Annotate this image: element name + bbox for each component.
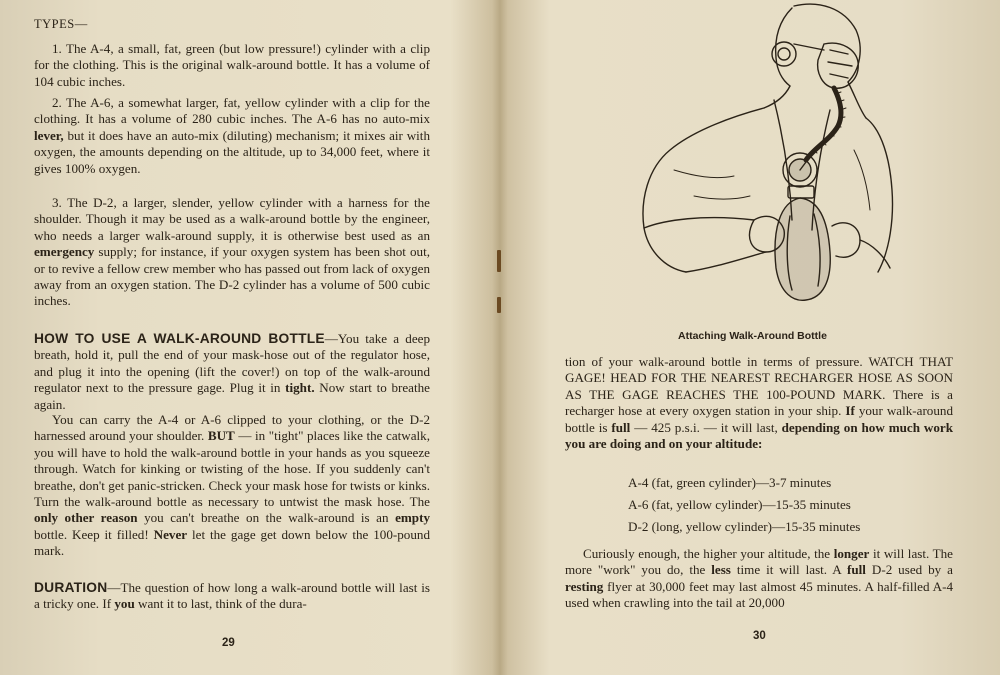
type-a4-paragraph: 1. The A-4, a small, fat, green (but low pressure!) cylinder with a clip for the clothing. This is the original walk-around bottle. It has a volume of 104 cubic inches. [34, 41, 430, 89]
how-to-use-heading: HOW TO USE A WALK-AROUND BOTTLE [34, 331, 325, 346]
list-item: D-2 (long, yellow cylinder)—15-35 minutes [628, 519, 861, 534]
staple-bottom [497, 297, 501, 313]
figure-caption: Attaching Walk-Around Bottle [678, 330, 827, 342]
type-d2-paragraph: 3. The D-2, a larger, slender, yellow cylinder with a harness for the shoulder. Though it may be used as a walk-around bottle by the engineer, who needs a larger walk-around supply, it is otherwise best used as an emergency supply; for instance, if your oxygen system has been shot out, or to revive a fellow crew member who has passed out from lack of oxygen away from an oxygen station. The D-2 cylinder has a volume of 500 cubic inches. [34, 195, 430, 309]
page-number-30: 30 [753, 630, 766, 642]
airman-illustration [634, 0, 896, 318]
how-to-use-paragraph: HOW TO USE A WALK-AROUND BOTTLE—You take a deep breath, hold it, pull the end of your mask-hose out of the regulator hose, and plug it into the opening (lift the cover!) on top of the walk-around regulator next to the pressure gage. Plug it in tight. Now start to breathe again. [34, 331, 430, 412]
list-item: A-4 (fat, green cylinder)—3-7 minutes [628, 475, 832, 490]
staple-top [497, 250, 501, 272]
carry-paragraph: You can carry the A-4 or A-6 clipped to your clothing, or the D-2 harnessed around your shoulder. BUT — in "tight" places like the catwalk, you will have to hold the walk-around bottle in your hands as you squeeze through. Watch for kinking or twisting of the hose. If you suddenly can't breathe, don't get panic-stricken. Check your mask hose for twists or kinks. Turn the walk-around bottle as necessary to untwist the mask hose. The only other reason you can't breathe on the walk-around is an empty bottle. Keep it filled! Never let the gage get down below the 100-pound mark. [34, 412, 430, 559]
duration-paragraph: DURATION—The question of how long a walk-around bottle will last is a tricky one. If you want it to last, think of the dura- [34, 580, 430, 612]
type-a6-paragraph: 2. The A-6, a somewhat larger, fat, yellow cylinder with a clip for the clothing. It has a volume of 280 cubic inches. The A-6 has no auto-mix lever, but it does have an auto-mix (diluting) mechanism; it mixes air with oxygen, the amounts depending on the altitude, up to 34,000 feet, where it gives 100% oxygen. [34, 95, 430, 176]
duration-heading: DURATION [34, 580, 108, 595]
types-heading: TYPES— [34, 17, 88, 31]
page-30 [502, 0, 1000, 675]
page-29 [0, 0, 498, 675]
curiously-paragraph: Curiously enough, the higher your altitude, the longer it will last. The more "work" you do, the less time it will last. A full D-2 used by a resting flyer at 30,000 feet may last almost 45 minutes. A half-filled A-4 used when crawling into the tail at 20,000 [565, 546, 953, 611]
duration-continued-paragraph: tion of your walk-around bottle in terms of pressure. WATCH THAT GAGE! HEAD FOR THE NEAREST RECHARGER HOSE AS SOON AS THE GAGE REACHES THE 100-POUND MARK. There is a recharger hose at every oxygen station in your ship. If your walk-around bottle is full — 425 p.s.i. — it will last, depending on how much work you are doing and on your altitude: [565, 354, 954, 452]
list-item: A-6 (fat, yellow cylinder)—15-35 minutes [628, 497, 851, 512]
page-number-29: 29 [222, 637, 235, 649]
